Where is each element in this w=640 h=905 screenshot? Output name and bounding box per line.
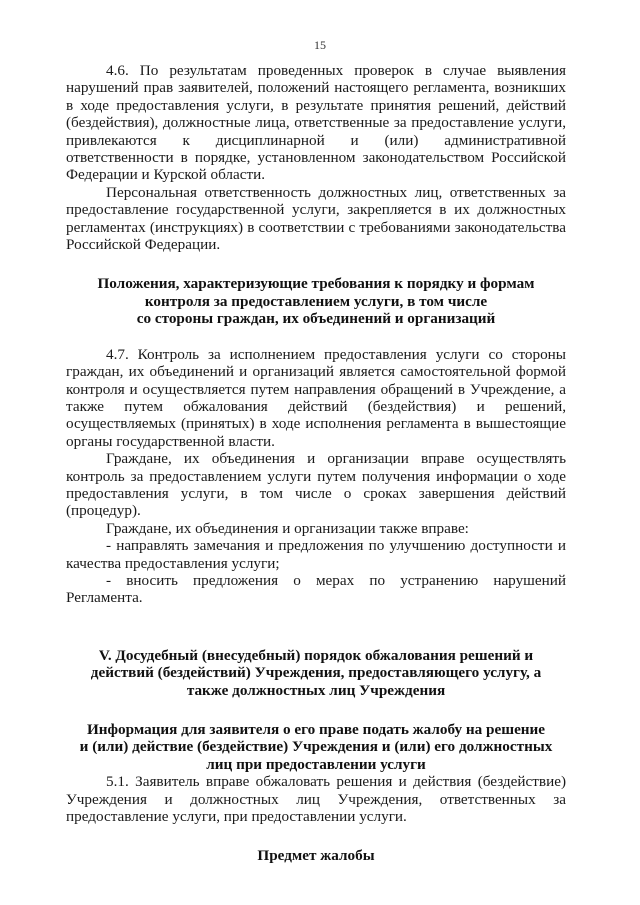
paragraph-5-1: 5.1. Заявитель вправе обжаловать решения и действия (бездействие) Учреждения и должностных лиц Учреждения, ответственных за предоставление услуги, при предоставлении услуги.	[66, 773, 566, 826]
heading-section-v-line-3: также должностных лиц Учреждения	[186, 681, 446, 699]
paragraph-bullet-remarks: - направлять замечания и предложения по улучшению доступности и качества предоставления услуги;	[66, 537, 566, 572]
heading-section-v	[66, 647, 566, 699]
heading-complaint-subject: Предмет жалобы	[257, 847, 375, 865]
heading-control-forms-line-2: контроля за предоставлением услуги, в том числе	[144, 292, 488, 310]
heading-section-v-line-2: действий (бездействий) Учреждения, предоставляющего услугу, а	[90, 664, 542, 682]
paragraph-personal-responsibility: Персональная ответственность должностных лиц, ответственных за предоставление государственной услуги, закрепляется в их должностных регламентах (инструкциях) в соответствии с требованиями законодательства Российской Федерации.	[66, 183, 566, 254]
heading-control-forms-line-3: со стороны граждан, их объединений и организаций	[136, 310, 496, 328]
paragraph-4-7: 4.7. Контроль за исполнением предоставления услуги со стороны граждан, их объединений и организаций является самостоятельной формой контроля и осуществляется путем направления обращений в Учреждение, а также путем обжалования действий (бездействия) и решений, осуществляемых (принятых) в ходе исполнения регламента в вышестоящие органы государственной власти.	[66, 345, 566, 450]
paragraph-citizens-right: Граждане, их объединения и организации вправе осуществлять контроль за предоставлением услуги путем получения информации о ходе предоставления услуги, в том числе о сроках завершения действий (процедур).	[66, 450, 566, 520]
heading-complaint-info-line-2: и (или) действие (бездействие) Учреждения и (или) его должностных	[79, 738, 553, 756]
paragraph-bullet-proposals: - вносить предложения о мерах по устранению нарушений Регламента.	[66, 571, 566, 607]
heading-section-v-line-1: V. Досудебный (внесудебный) порядок обжалования решений и	[98, 646, 534, 664]
heading-complaint-info-line-1: Информация для заявителя о его праве подать жалобу на решение	[86, 721, 546, 738]
page-number: 15	[314, 38, 326, 52]
heading-control-forms	[66, 275, 566, 327]
paragraph-4-6: 4.6. По результатам проведенных проверок в случае выявления нарушений прав заявителей, положений настоящего регламента, возникших в ходе предоставления услуги, в результате принятия решений, действий (бездействия), должностные лица, ответственные за предоставление услуги, привлекаются к дисциплинарной и (или) административной ответственности в порядке, установленном законодательством Российской Федерации и Курской области.	[66, 62, 566, 184]
heading-complaint-info	[66, 721, 566, 773]
heading-control-forms-line-1: Положения, характеризующие требования к порядку и формам	[97, 275, 535, 293]
paragraph-citizens-also: Граждане, их объединения и организации также вправе:	[106, 519, 469, 537]
page-content	[66, 62, 566, 865]
heading-complaint-info-line-3: лиц при предоставлении услуги	[206, 755, 426, 773]
